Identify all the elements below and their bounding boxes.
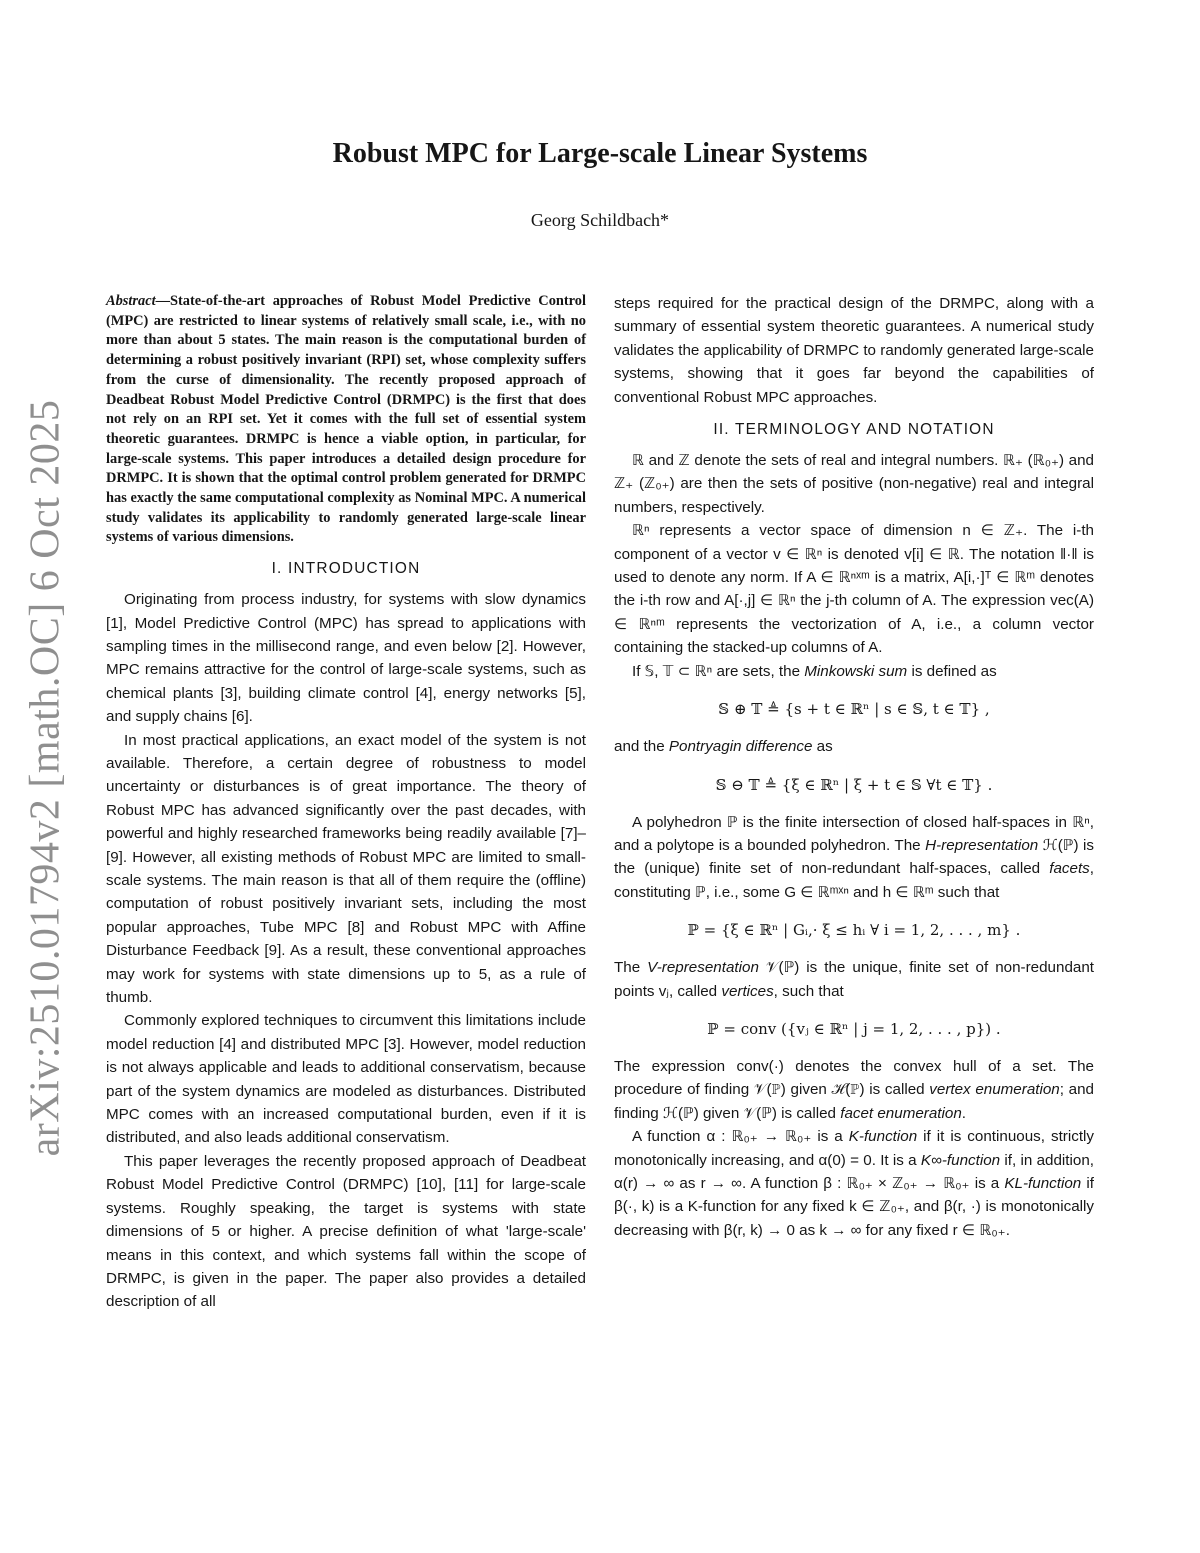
notation-paragraph-5 <box>614 811 1094 905</box>
notation-paragraph-2: ℝⁿ represents a vector space of dimension n ∈ ℤ₊. The i-th component of a vector v ∈ ℝⁿ is denoted v[i] ∈ ℝ. The notation ‖·‖ is used to denote any norm. If A ∈ ℝⁿˣᵐ is a matrix, A[i,·]ᵀ ∈ ℝᵐ denotes the i-th row and A[·,j] ∈ ℝⁿ the j-th column of A. The expression vec(A) ∈ ℝⁿᵐ represents the vectorization of A, i.e., a column vector containing the stacked-up columns of A. <box>614 522 1094 657</box>
intro-paragraph-1: Originating from process industry, for systems with slow dynamics [1], Model Predictive Control (MPC) has spread to applications with sampling times in the millisecond range, and even below [2]. However, MPC remains attractive for the control of large-scale systems, such as chemical plants [3], building climate control [4], energy networks [5], and supply chains [6]. <box>106 591 586 726</box>
abstract <box>106 292 586 548</box>
term-v-representation: V-representation <box>647 959 759 977</box>
intro-paragraph-4: This paper leverages the recently proposed approach of Deadbeat Robust Model Predictive Control (DRMPC) [10], [11] for large-scale systems. Roughly speaking, the target is systems with state dimensions of 5 or higher. A precise definition of what 'large-scale' means in this context, and which systems fall within the scope of DRMPC, is given in the paper. The paper also provides a detailed description of all <box>106 1152 586 1311</box>
equation-pontryagin-difference: 𝕊 ⊖ 𝕋 ≜ {ξ ∈ ℝⁿ | ξ + t ∈ 𝕊 ∀t ∈ 𝕋} . <box>715 775 993 794</box>
notation-paragraph-4 <box>614 735 1094 758</box>
term-kl-function: KL-function <box>1004 1174 1082 1192</box>
text-span: if it is continuous, strictly monotonically increasing, and α(0) = 0. It is a <box>614 1128 1095 1169</box>
section-heading-introduction: I. INTRODUCTION <box>271 560 421 578</box>
right-column <box>614 292 1094 1242</box>
paper-title: Robust MPC for Large-scale Linear Systems <box>332 138 868 169</box>
text-span: 𝒱(ℙ) is the unique, finite set of non-redundant points vⱼ, called <box>614 959 1094 1000</box>
notation-paragraph-3 <box>614 660 1094 683</box>
paper-author: Georg Schildbach* <box>530 210 670 230</box>
intro-paragraph-3: Commonly explored techniques to circumvent this limitations include model reduction [4] and distributed MPC [3]. However, model reduction is not always applicable and leads to additional conservatism, because part of the system dynamics are modeled as disturbances. Distributed MPC comes with an increased computational burden, even if it is distributed, and also leads additional conservatism. <box>106 1012 586 1147</box>
text-span: The <box>614 959 648 977</box>
left-column <box>106 292 586 1314</box>
term-k-function: K-function <box>848 1128 918 1146</box>
term-h-representation: H-representation <box>925 836 1039 854</box>
equation-h-representation: ℙ = {ξ ∈ ℝⁿ | Gᵢ,· ξ ≤ hᵢ ∀ i = 1, 2, . . . , m} . <box>687 921 1021 940</box>
text-span: A polyhedron ℙ is the finite intersection of closed half-spaces in ℝⁿ, and a polytope is a bounded polyhedron. The <box>614 813 1094 854</box>
term-vertices: vertices <box>721 982 774 1000</box>
text-span: ; and finding ℋ(ℙ) given 𝒱(ℙ) is called <box>614 1081 1094 1122</box>
text-span: is defined as <box>907 662 997 680</box>
equation-v-representation: ℙ = conv ({vⱼ ∈ ℝⁿ | j = 1, 2, . . . , p}) . <box>707 1019 1001 1038</box>
notation-paragraph-6 <box>614 956 1094 1003</box>
term-minkowski-sum: Minkowski sum <box>804 662 908 680</box>
term-facet-enumeration: facet enumeration <box>840 1104 962 1122</box>
text-span: if β(·, k) is a K-function for any fixed k ∈ ℤ₀₊, and β(r, ·) is monotonically decreasing with β(r, k) → 0 as k → ∞ for any fixed r ∈ ℝ₀₊. <box>614 1174 1094 1239</box>
term-k-infinity-function: K∞-function <box>920 1151 1001 1169</box>
text-span: A function α : ℝ₀₊ → ℝ₀₊ is a <box>632 1128 849 1146</box>
term-facets: facets <box>1049 860 1090 878</box>
term-vertex-enumeration: vertex enumeration <box>929 1081 1060 1099</box>
notation-paragraph-7 <box>614 1055 1094 1125</box>
text-span: . <box>961 1104 967 1122</box>
notation-paragraph-1: ℝ and ℤ denote the sets of real and integral numbers. ℝ₊ (ℝ₀₊) and ℤ₊ (ℤ₀₊) are then the sets of positive (non-negative) real and integral numbers, respectively. <box>614 452 1094 516</box>
term-pontryagin-difference: Pontryagin difference <box>668 738 813 756</box>
abstract-label: Abstract <box>106 293 156 309</box>
text-span: The expression conv(·) denotes the convex hull of a set. The procedure of finding 𝒱(ℙ) given ℋ(ℙ) is called <box>614 1057 1094 1099</box>
text-span: If 𝕊, 𝕋 ⊂ ℝⁿ are sets, the <box>632 662 805 680</box>
arxiv-identifier: arXiv:2510.01794v2 [math.OC] 6 Oct 2025 <box>22 399 68 1157</box>
text-span: , constituting ℙ, i.e., some G ∈ ℝᵐˣⁿ and h ∈ ℝᵐ such that <box>614 860 1094 901</box>
equation-minkowski-sum: 𝕊 ⊕ 𝕋 ≜ {s + t ∈ ℝⁿ | s ∈ 𝕊, t ∈ 𝕋} , <box>718 700 990 719</box>
text-span: , such that <box>773 982 844 1000</box>
section-heading-terminology: II. TERMINOLOGY AND NOTATION <box>713 421 995 439</box>
abstract-text: —State-of-the-art approaches of Robust Model Predictive Control (MPC) are restricted to linear systems of relatively small scale, i.e., with no more than about 5 states. The main reason is the computational burden of determining a robust positively invariant (RPI) set, whose complexity suffers from the curse of dimensionality. The recently proposed approach of Deadbeat Robust Model Predictive Control (DRMPC) is the first that does not rely on an RPI set. Yet it comes with the full set of essential system theoretic guarantees. DRMPC is hence a viable option, in particular, for large-scale systems. This paper introduces a detailed design procedure for DRMPC. It is shown that the optimal control problem generated for DRMPC has exactly the same computational complexity as Nominal MPC. A numerical study validates its applicability to randomly generated large-scale linear systems of various dimensions. <box>106 293 586 546</box>
intro-paragraph-2: In most practical applications, an exact model of the system is not available. Therefore, a certain degree of robustness to model uncertainty or disturbances is of great importance. The theory of Robust MPC has advanced significantly over the past decades, with powerful and highly researched frameworks being readily available [7]–[9]. However, all existing methods of Robust MPC are limited to small-scale systems. The main reason is that all of them require the (offline) computation of robust positively invariant sets, including the most popular approaches, Tube MPC [8] and Robust MPC with Affine Disturbance Feedback [9]. As a result, these conventional approaches may work for systems with state dimensions up to 5, as a rule of thumb. <box>106 731 586 1007</box>
text-span: as <box>812 738 833 756</box>
notation-paragraph-8 <box>614 1125 1094 1242</box>
intro-continuation: steps required for the practical design of the DRMPC, along with a summary of essential system theoretic guarantees. A numerical study validates the applicability of DRMPC to randomly generated large-scale systems, showing that it goes far beyond the capabilities of conventional Robust MPC approaches. <box>614 295 1094 406</box>
text-span: if, in addition, α(r) → ∞ as r → ∞. A function β : ℝ₀₊ × ℤ₀₊ → ℝ₀₊ is a <box>614 1151 1094 1192</box>
text-span: and the <box>614 738 669 756</box>
arxiv-identifier-stamp <box>10 399 80 1157</box>
text-span: ℋ(ℙ) is the (unique) finite set of non-redundant half-spaces, called <box>614 836 1094 878</box>
